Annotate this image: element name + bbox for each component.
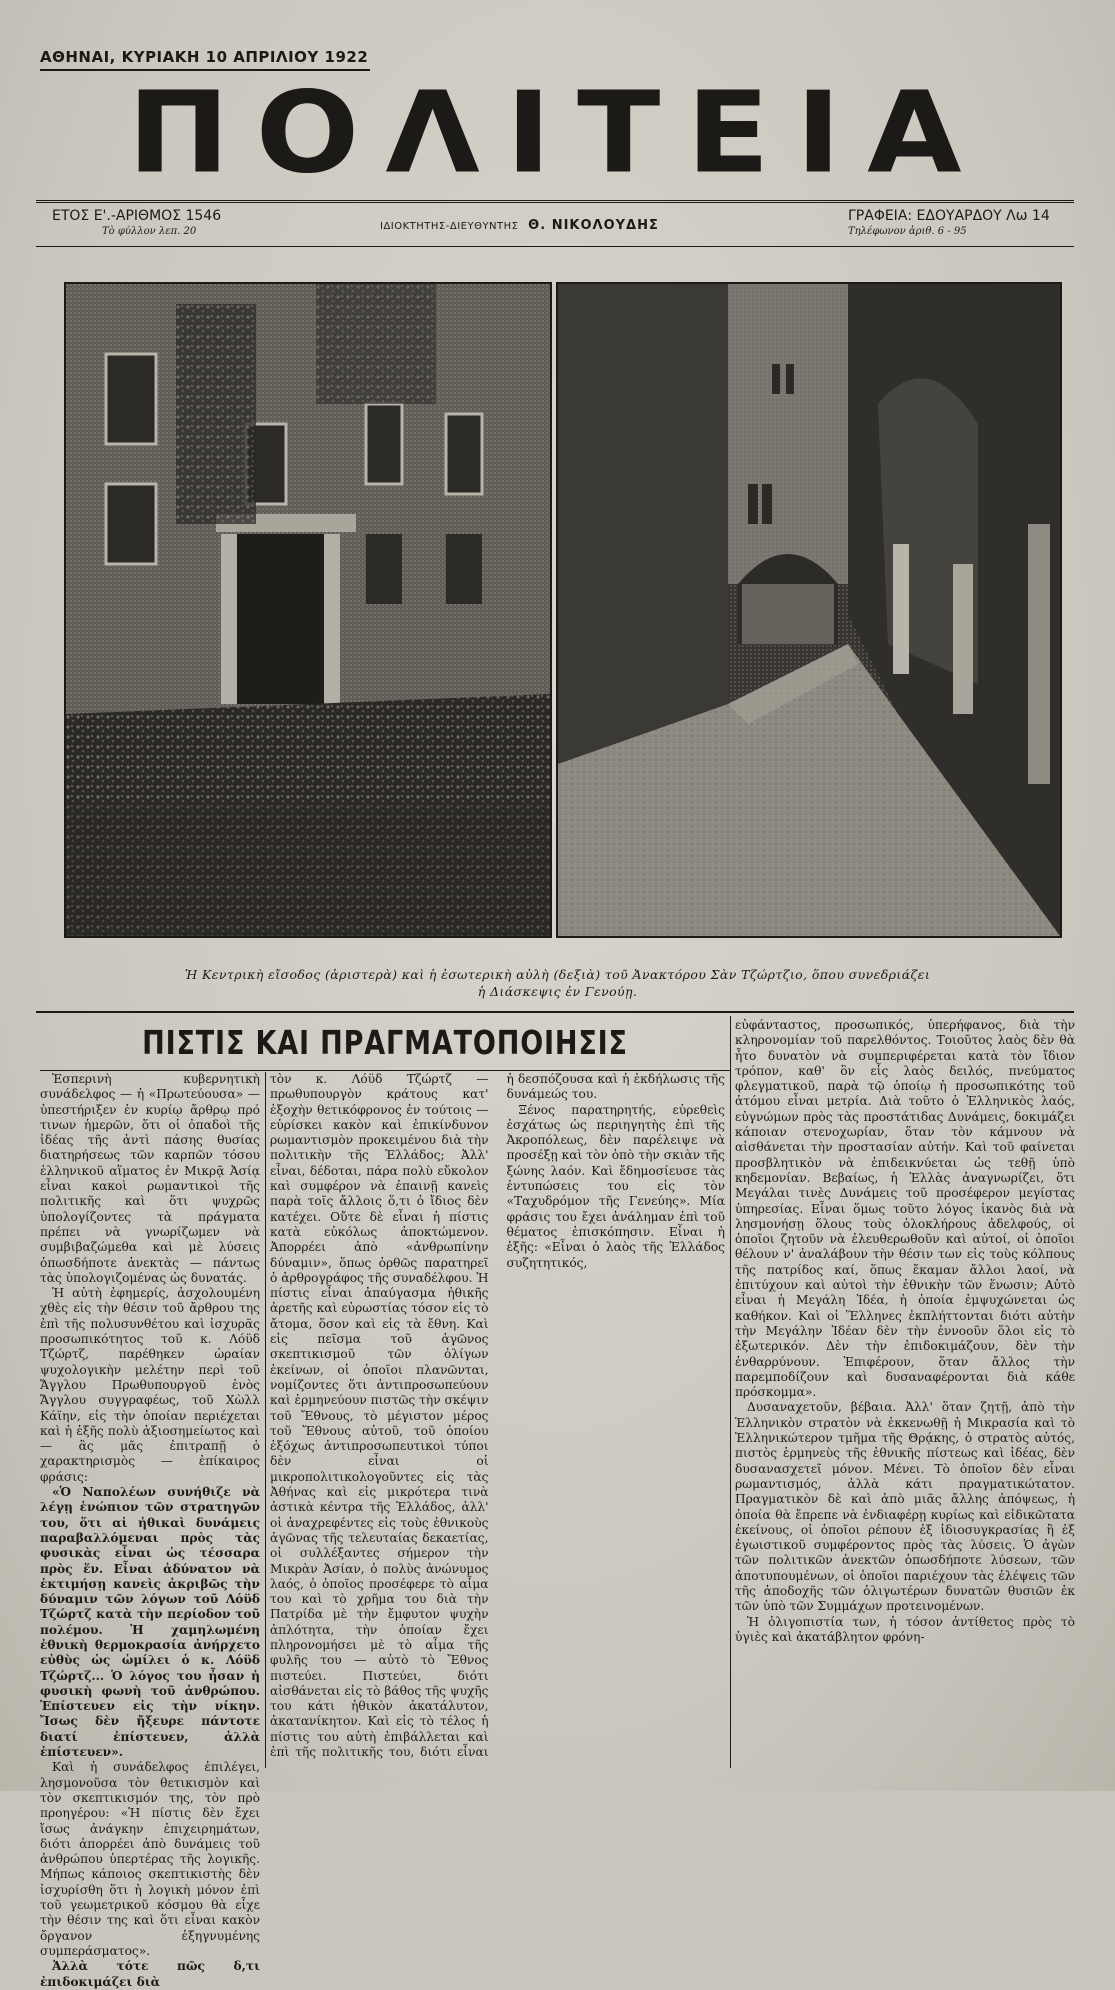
article-quote: «Ὁ Ναπολέων συνήθιζε νὰ λέγῃ ἐνώπιον τῶν στρατηγῶν του, ὅτι αἱ ἠθικαὶ δυνάμεις παραβαλλόμεναι πρὸς τὰς φυσικὰς εἶναι ὡς τέσσαρα πρὸς ἕν. Εἶναι ἀδύνατον νὰ ἐκτιμήσῃ κανεὶς ἀκριβῶς τὴν δύναμιν τῶν λόγων τοῦ Λόϋδ Τζώρτζ κατὰ τὴν περίοδον τοῦ πολέμου. Ἡ χαμηλωμένη ἐθνικὴ θερμοκρασία ἀνήρχετο εὐθὺς ὡς ὡμίλει ὁ κ. Λόϋδ Τζώρτζ... Ὁ λόγος του ἦσαν ἡ φυσικὴ φωνὴ τοῦ ἀνθρώπου. Ἐπίστευεν εἰς τὴν νίκην. Ἴσως δὲν ἤξευρε πάντοτε διατί ἐπίστευεν, ἀλλὰ ἐπίστευεν». — [40, 1485, 260, 1760]
column-divider-2 — [730, 1016, 731, 1768]
office-address: ΓΡΑΦΕΙΑ: ΕΔΟΥΑΡΔΟΥ Λω 14 — [848, 208, 1050, 224]
article-paragraph: τὸν κ. Λόϋδ Τζώρτζ — πρωθυπουργὸν κράτους κατ' ἐξοχὴν θετικόφρονος ἐν τούτοις — εὑρίσκει κακὸν καὶ ἐπικίνδυνον ρωμαντισμὸν προκειμένου διὰ τὴν πολιτικὴν τῆς Ἑλλάδος; Ἀλλ' εἶναι, δέδοται, πάρα πολὺ εὔκολον καὶ συμφέρον νὰ ἐπαινῇ κανεὶς παρὰ τοῖς ἄλλοις ὅ,τι ὁ ἴδιος δὲν κατέχει. Οὔτε δὲ εἶναι ἡ πίστις κατὰ εὐκόλως ἀποκτώμενον. Ἀπορρέει ἀπὸ «ἀνθρωπίνην δύναμιν», ὅπως ὀρθῶς παρατηρεῖ ὁ ἀρθρογράφος τῆς συναδέλφου. Ἡ πίστις εἶναι ἀπαύγασμα ἠθικῆς ἀρετῆς καὶ εὐρωστίας τόσον εἰς τὸ ἄτομα, ὅσον καὶ εἰς τὰ ἔθνη. Καὶ εἰς πεῖσμα τοῦ ἀγῶνος σκεπτικισμοῦ τῶν ὀλίγων ἐκείνων, οἱ ὁποῖοι πλανῶνται, νομίζοντες ὅτι ἀντιπροσωπεύουν καὶ ἑρμηνεύουν πιστῶς τὴν σκέψιν τοῦ Ἔθνους, τὸ μέγιστον μέρος τοῦ Ἔθνους αὐτοῦ, τοῦ ὁποίου ἐξόχως ἀντιπροσωπευτικοὶ τύποι δὲν εἶναι οἱ μικροπολιτικολογοῦντες εἰς τὰς Ἀθήνας καὶ εἰς μικρότερα τινὰ ἀστικὰ κέντρα τῆς Ἑλλάδος, ἀλλ' οἱ ἀναχρεφέντες εἰς τοὺς ἐθνικοὺς ἀγῶνας τῆς τελευταίας δεκαετίας, οἱ συλλέξαντες σήμερον τὴν Μικρὰν Ἀσίαν, ὁ πολὺς ἀνώνυμος λαός, ὁ ὁποῖος προσέφερε τὸ αἷμα του καὶ τὸ χρῆμα του διὰ τὴν Πατρίδα μὲ τὴν ἔμφυτον ψυχὴν ἀπλότητα, τὴν ὁποίαν ἔχει πληρονομήσει μὲ τὸ αἷμα τῆς φυλῆς του — αὐτὸ τὸ Ἔθνος πιστεύει. Πιστεύει, διότι αἰσθάνεται εἰς τὸ βάθος τῆς ψυχῆς του κάτι ἠθικὸν ἀκατάλυτον, ἀκατανίκητον. Καὶ εἰς τὸ τέλος ἡ πίστις του αὐτὴ ἐπιβάλλεται καὶ ἐπὶ τῆς πολιτικῆς του, διότι εἶναι ἡ δεσπόζουσα καὶ ἡ ἐκδήλωσις τῆς δυνάμεώς του. — [270, 1072, 725, 1760]
caption-line-2: ἡ Διάσκεψις ἐν Γενούῃ. — [477, 984, 638, 999]
owner-info — [380, 218, 659, 235]
article-headline: ΠΙΣΤΙΣ ΚΑΙ ΠΡΑΓΜΑΤΟΠΟΙΗΣΙΣ — [142, 1023, 628, 1062]
owner-label: ΙΔΙΟΚΤΗΤΗΣ-ΔΙΕΥΘΥΝΤΗΣ — [380, 221, 519, 232]
issue-number: ΕΤΟΣ Ε'.-ΑΡΙΘΜΟΣ 1546 — [52, 208, 222, 224]
issue-price: Τὸ φύλλον λεπ. 20 — [102, 226, 197, 237]
inner-courtyard-image — [558, 284, 1060, 936]
article-paragraph: Ἡ ὀλιγοπιστία των, ἡ τόσον ἀντίθετος πρὸς τὸ ὑγιὲς καὶ ἀκατάβλητον φρόνη- — [735, 1614, 1075, 1644]
article-column-3 — [735, 1018, 1075, 1770]
headline-rule — [40, 1070, 730, 1071]
caption-rule — [36, 1011, 1074, 1013]
column-divider-1 — [265, 1072, 266, 1768]
caption-line-1: Ἡ Κεντρικὴ εἴσοδος (ἀριστερὰ) καὶ ἡ ἐσωτερικὴ αὐλὴ (δεξιὰ) τοῦ Ἀνακτόρου Σὰν Τζώρτζιο, ὅπου συνεδριάζει — [184, 967, 931, 982]
article-column-2 — [270, 1072, 725, 1772]
article-paragraph: Ἀλλὰ τότε πῶς δ,τι ἐπιδοκιμάζει διὰ — [40, 1959, 260, 1989]
dateline: ΑΘΗΝΑΙ, ΚΥΡΙΑΚΗ 10 ΑΠΡΙΛΙΟΥ 1922 — [40, 48, 370, 71]
palace-entrance-image — [66, 284, 550, 936]
article-paragraph: Ἡ αὐτὴ ἐφημερίς, ἀσχολουμένη χθὲς εἰς τὴν θέσιν τοῦ ἄρθρου της ἐπὶ τῆς πολυσυνθέτου καὶ ἰσχυρᾶς προσωπικότητος τοῦ κ. Λόϋδ Τζώρτζ, παρέθηκεν ὡραίαν ψυχολογικὴν μελέτην περὶ τοῦ Ἄγγλου Πρωθυπουργοῦ ἑνὸς Ἄγγλου συγγραφέως, τοῦ Χὼλλ Κάϊην, εἰς τὴν ὁποίαν περιέχεται καὶ ἡ ἑξῆς πολὺ ἀξιοσημείωτος καὶ — ἂς μᾶς ἐπιτραπῇ ὁ χαρακτηρισμὸς — ἐπίκαιρος φράσις: — [40, 1286, 260, 1484]
masthead-title: ΠΟΛΙΤΕΙΑ — [127, 67, 988, 199]
owner-name: Θ. ΝΙΚΟΛΟΥΔΗΣ — [528, 218, 659, 233]
article-paragraph: Ξένος παρατηρητής, εὑρεθεὶς ἐσχάτως ὡς περιηγητὴς ἐπὶ τῆς Ἀκροπόλεως, δὲν παρέλειψε νὰ προσέξῃ καὶ τὸν ὀπὸ τὴν σκιὰν τῆς ξώνης λαόν. Καὶ ἔδημοσίευσε τὰς ἐντυπώσεις του εἰς τὸν «Ταχυδρόμον τῆς Γενεύης». Μία φράσις του ἔχει ἀνάλημαν ἐπὶ τοῦ θέματος ἐπισκόπησιν. Εἶναι ἡ ἑξῆς: «Εἶναι ὁ λαὸς τῆς Ἑλλάδος συζητητικός, — [506, 1102, 725, 1270]
photo-central-entrance — [64, 282, 552, 938]
article-paragraph: Καὶ ἡ συνάδελφος ἐπιλέγει, λησμονοῦσα τὸν θετικισμὸν καὶ τὸν σκεπτικισμόν της, τὸν πρὸ προηγέρου: «Ἡ πίστις δὲν ἔχει ἴσως ἀνάγκην ἐπιχειρημάτων, διότι ἀπορρέει ἀπὸ δυνάμεις τοῦ ἀνθρώπου ὑπερτέρας τῆς λογικῆς. Μήπως κάποιος σκεπτικιστὴς δὲν ἰσχυρίσθη ὅτι ἡ λογικὴ μόνον ἐπὶ τοῦ γεωμετρικοῦ κόσμου θὰ εἶχε τὴν θέσιν της καὶ ὅτι εἶναι κακὸν ὄργανον ἐξηγνυμένης συμπεράσματος». — [40, 1760, 260, 1958]
photo-caption — [40, 966, 1075, 1000]
issue-info — [52, 208, 221, 240]
article-column-1 — [40, 1072, 260, 1989]
masthead-rule-top — [36, 200, 1074, 203]
article-paragraph: Δυσαναχετοῦν, βέβαια. Ἀλλ' ὅταν ζητῇ, ἀπὸ τὴν Ἑλληνικὸν στρατὸν νὰ ἐκκενωθῇ ἡ Μικρασία καὶ τὸ Ἑλληνικώτερον τμῆμα τῆς Θρᾴκης, ὁ στρατὸς αὐτός, πιστὸς ἑρμηνεὺς τῆς ἐθνικῆς πίστεως καὶ ἰδέας, δὲν δυσανασχετεῖ μόνον. Μένει. Τὸ ὁποῖον δὲν εἶναι ρωμαντισμός, ἀλλὰ κάτι πραγματικώτατον. Πραγματικὸν δὲ καὶ ἀπὸ μιᾶς ἄλλης ἀπόψεως, ἡ ὁποία θὰ ἔπρεπε νὰ ἐνδιαφέρῃ κυρίως καὶ εἰδικῶτατα ἐκείνους, οἱ ὁποῖοι ρέπουν ἐξ ἰδιοσυγκρασίας ἢ ἐξ ἐγωιστικοῦ συμφέροντος πρὸς τὰς λύσεις. Ὁ ἀγὼν τῶν πολιτικῶν ἀνεκτῶν ὁπωσδήποτε λύσεων, τῶν ἀποτυπουμένων, οἱ ὁποῖοι παριέχουν τὰς ἐλέψεις τῶν τῆς ἀποδοχῆς τῶν ὀλιγωτέρων δυνατῶν θυσιῶν ἐκ τῶν ὑπὸ τῶν Συμμάχων προτεινομένων. — [735, 1400, 1075, 1614]
masthead-rule-bottom — [36, 246, 1074, 247]
photo-inner-courtyard — [556, 282, 1062, 938]
article-paragraph: εὐφάνταστος, προσωπικός, ὑπερήφανος, διὰ τὴν κληρονομίαν τοῦ παρελθόντος. Τοιοῦτος λαὸς δὲν θὰ ἦτο δυνατὸν νὰ συμπεριφέρεται κατὰ τὸν ἴδιον τρόπον, καθ' ὃν εἷς λαὸς δειλός, πνεύματος φλεγματικοῦ, παρὰ τῷ ὁποίῳ ἡ προσωπικότης τοῦ ἀτόμου εἶναι μετρία. Διὰ τοῦτο ὁ Ἑλληνικὸς λαός, εὐγνώμων πρὸς τὰς προστάτιδας Δυνάμεις, δοκιμάζει κάποιαν στενοχωρίαν, ὅταν τὸν κάμνουν νὰ αἰσθάνεται τὴν προστασίαν αὐτήν. Καὶ τοῦ φαίνεται προσβλητικὸν νὰ ἐπιδεικνύεται ὡς τεθῇ ὑπὸ κηδεμονίαν. Βεβαίως, ἡ Ἑλλὰς ἀναγνωρίζει, ὅτι Μεγάλαι τινὲς Δυνάμεις τοῦ προσέφερον μεγίστας ὑπηρεσίας. Εἶναι ὅμως τοῦτο λόγος ἱκανὸς διὰ νὰ λησμονήσῃ ὅλους τοὺς ὁλοκλήρους ἀδελφούς, οἱ ὁποῖοι ζητοῦν νὰ ἐλευθερωθοῦν καὶ αὐτοί, οἱ ὁποῖοι θέλουν ν' ἀναλάβουν τὴν θέσιν των εἰς τοὺς κόλπους τῆς πατρίδος καί, ὅπως ἔκαμαν ἄλλοι λαοί, νὰ ἐπιτύχουν καὶ αὐτοὶ τὴν ἐθνικὴν τῶν ἕνωσιν; Αὐτὸ εἶναι ἡ Μεγάλη Ἰδέα, ἡ ὁποία ἐμψυχώνεται ὡς καθήκον. Καὶ οἱ Ἕλληνες ἐκπλήττονται διότι αὐτὴν τὴν Μεγάλην Ἰδέαν δὲν τὴν ἐννοοῦν ὅλοι εἰς τὸ ἐξωτερικόν. Δὲν τὴν ἐπιδοκιμάζουν, δὲν τὴν ἐνθαρρύνουν. Ἐπιφέρουν, ὅταν ἄλλος τὴν παρεμποδίζουν καὶ δυσαναφέρονται διὰ κάθε πρόσκομμα». — [735, 1018, 1075, 1400]
article-column-2-body — [270, 1072, 725, 1772]
office-info — [848, 208, 1050, 240]
office-phone: Τηλέφωνον ἀριθ. 6 - 95 — [848, 226, 967, 237]
article-paragraph: Ἑσπερινὴ κυβερνητικὴ συνάδελφος — ἡ «Πρωτεύουσα» — ὑπεστήριξεν ἐν κυρίῳ ἄρθρῳ πρό τινων ἡμερῶν, ὅτι οἱ ὀπαδοὶ τῆς ἰδέας τῆς ἀντὶ πάσης θυσίας διατηρήσεως τῶν καρπῶν τόσου ἑλληνικοῦ αἵματος ἐν Μικρᾷ Ἀσίᾳ εἶναι κακοὶ ρωμαντικοὶ τῆς πολιτικῆς καὶ ὅτι ψυχρῶς ὑπολογίζοντες τὰ πράγματα πρέπει νὰ γνωρίζωμεν νὰ συμβιβαζώμεθα καὶ μὲ λύσεις ὁπωσδήποτε ἀνεκτὰς — πάντως τὰς ὑπολογιζομένας ὡς δυνατάς. — [40, 1072, 260, 1285]
